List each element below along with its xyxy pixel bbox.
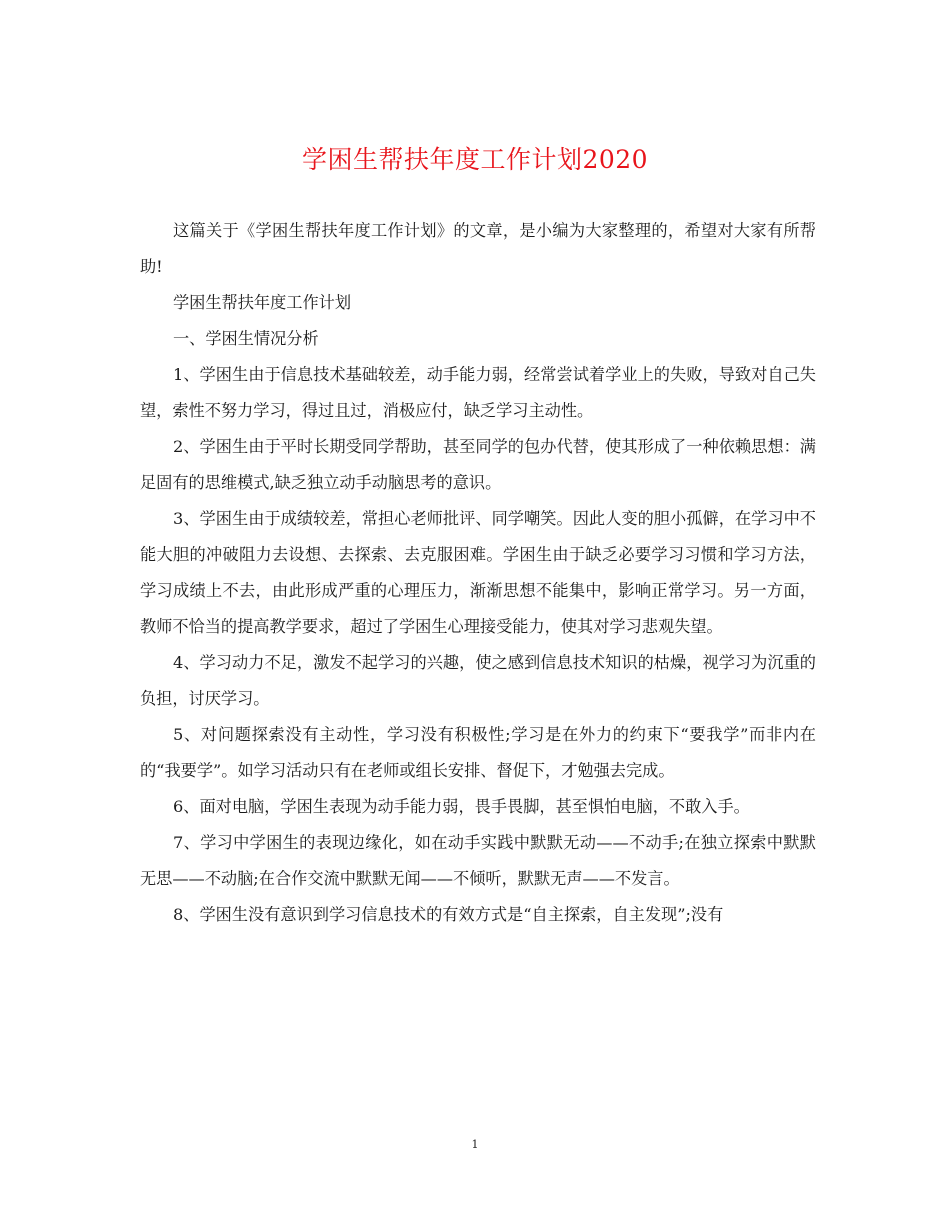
document-title: 学困生帮扶年度工作计划2020: [301, 145, 649, 174]
page-number: 1: [471, 1138, 479, 1151]
section-heading-analysis: 一、学困生情况分析: [173, 329, 319, 348]
analysis-item-5: 5、对问题探索没有主动性，学习没有积极性;学习是在外力的约束下“要我学”而非内在的“我要学”。如学习活动只有在老师或组长安排、督促下，才勉强去完成。: [140, 725, 816, 780]
document-body: [140, 213, 816, 933]
analysis-item-4: 4、学习动力不足，激发不起学习的兴趣，使之感到信息技术知识的枯燥，视学习为沉重的负担，讨厌学习。: [140, 653, 816, 708]
analysis-item-2: 2、学困生由于平时长期受同学帮助，甚至同学的包办代替，使其形成了一种依赖思想：满足固有的思维模式,缺乏独立动手动脑思考的意识。: [140, 437, 816, 492]
analysis-item-8: 8、学困生没有意识到学习信息技术的有效方式是“自主探索，自主发现”;没有: [173, 905, 724, 924]
analysis-item-3: 3、学困生由于成绩较差，常担心老师批评、同学嘲笑。因此人变的胆小孤僻，在学习中不能大胆的冲破阻力去设想、去探索、去克服困难。学困生由于缺乏必要学习习惯和学习方法，学习成绩上不去，由此形成严重的心理压力，渐渐思想不能集中，影响正常学习。另一方面，教师不恰当的提高教学要求，超过了学困生心理接受能力，使其对学习悲观失望。: [140, 509, 816, 636]
analysis-item-7: 7、学习中学困生的表现边缘化，如在动手实践中默默无动——不动手;在独立探索中默默无思——不动脑;在合作交流中默默无闻——不倾听，默默无声——不发言。: [140, 833, 816, 888]
intro-paragraph: 这篇关于《学困生帮扶年度工作计划》的文章，是小编为大家整理的，希望对大家有所帮助!: [140, 221, 816, 276]
analysis-item-1: 1、学困生由于信息技术基础较差，动手能力弱，经常尝试着学业上的失败，导致对自己失望，索性不努力学习，得过且过，消极应付，缺乏学习主动性。: [140, 365, 816, 420]
plan-heading: 学困生帮扶年度工作计划: [173, 293, 352, 312]
analysis-item-6: 6、面对电脑，学困生表现为动手能力弱，畏手畏脚，甚至惧怕电脑，不敢入手。: [173, 797, 750, 816]
